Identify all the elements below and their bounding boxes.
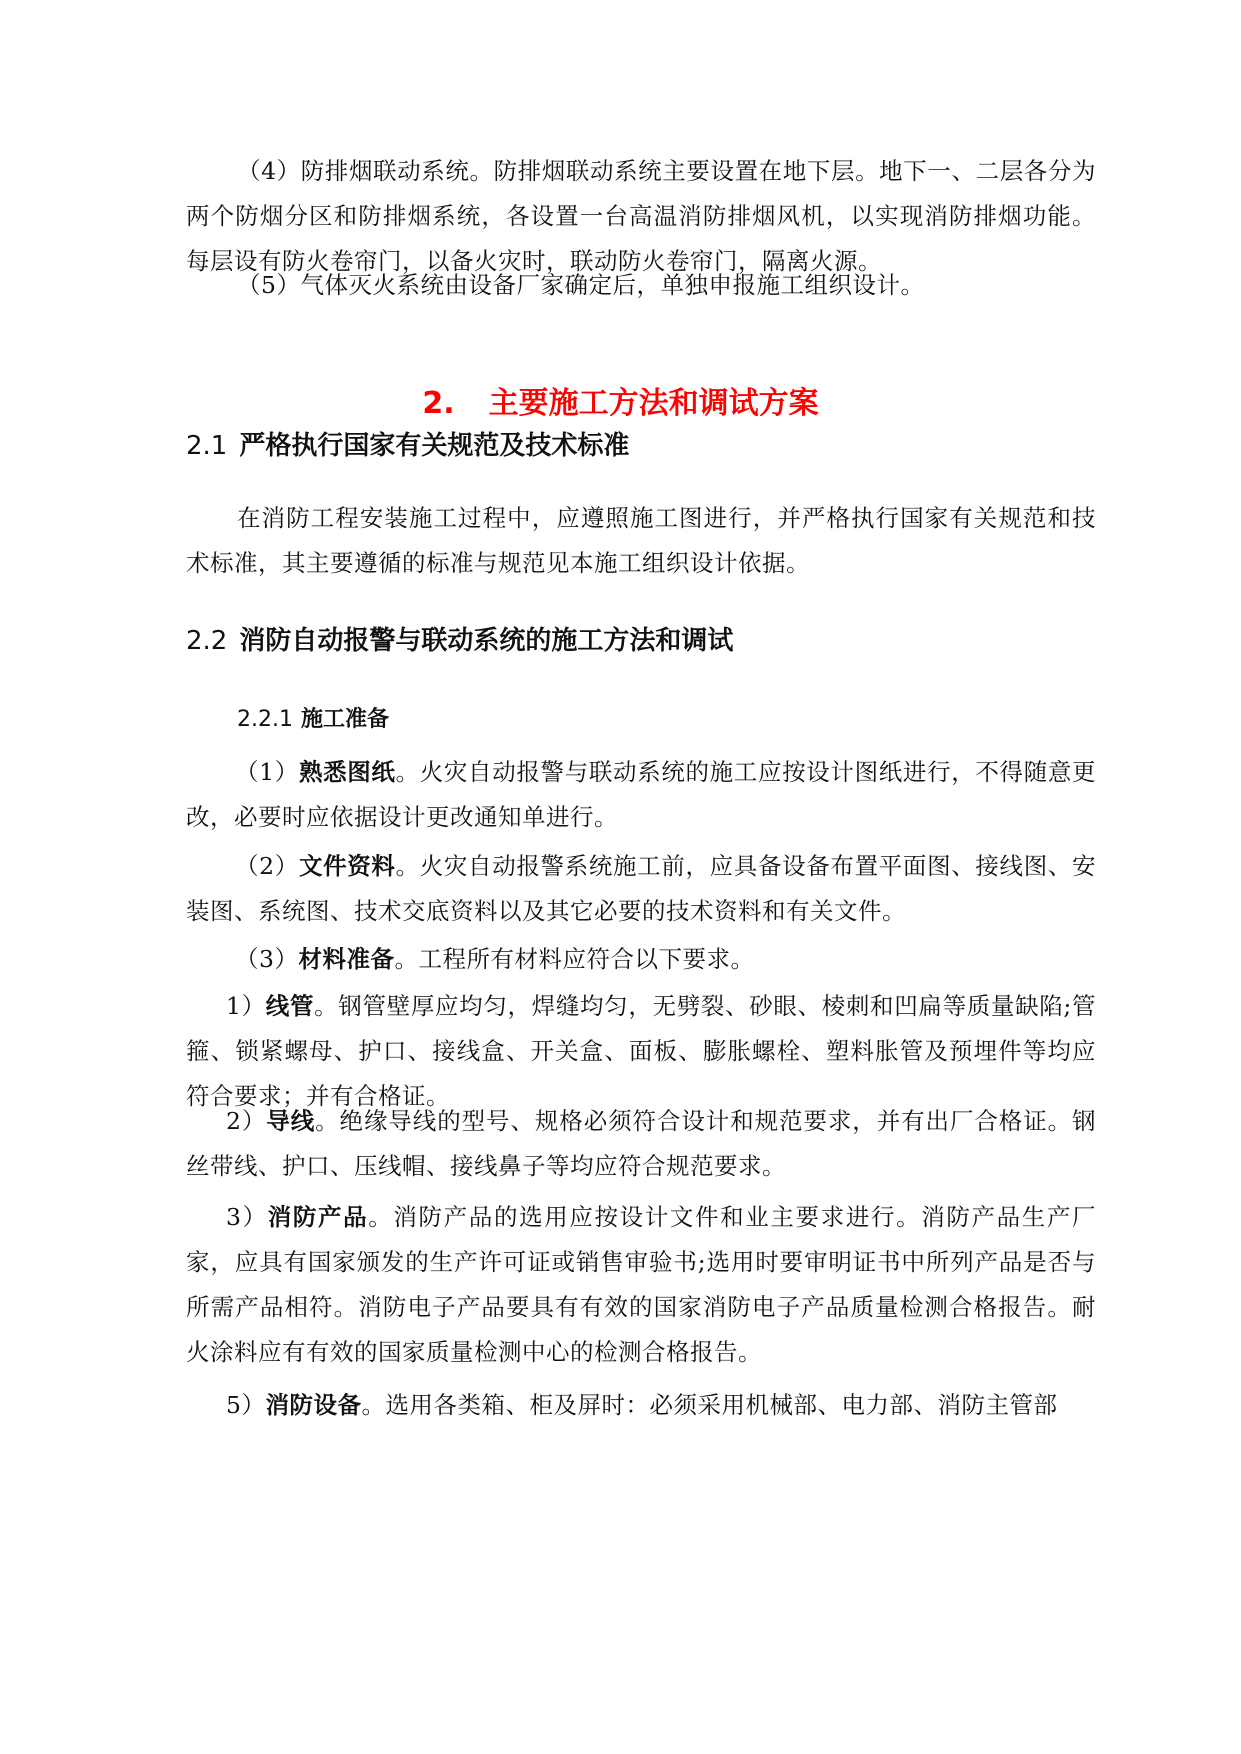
item-text: 。工程所有材料应符合以下要求。: [394, 945, 755, 973]
subsection-title: 施工准备: [300, 707, 389, 732]
item-text: 。火灾自动报警系统施工前，应具备设备布置平面图、接线图、安装图、系统图、技术交底资料以及其它必要的技术资料和有关文件。: [186, 852, 1097, 925]
section-number: 2.1: [186, 431, 228, 461]
list-item: [186, 844, 1096, 934]
section-heading-2-1: [186, 425, 629, 462]
item-label: 消防产品: [267, 1203, 369, 1231]
item-text: 。钢管壁厚应均匀，焊缝均匀，无劈裂、砂眼、棱刺和凹扁等质量缺陷;管箍、锁紧螺母、护口、接线盒、开关盒、面板、膨胀螺栓、塑料胀管及预埋件等均应符合要求；并有合格证。: [186, 992, 1097, 1110]
list-item: [186, 1099, 1096, 1189]
item-label: 文件资料: [298, 852, 396, 880]
section-number: 2.2: [186, 626, 228, 656]
item-label: 材料准备: [298, 945, 395, 973]
item-text: 。绝缘导线的型号、规格必须符合设计和规范要求，并有出厂合格证。钢丝带线、护口、压线帽、接线鼻子等均应符合规范要求。: [186, 1107, 1097, 1180]
item-text: 。消防产品的选用应按设计文件和业主要求进行。消防产品生产厂家，应具有国家颁发的生产许可证或销售审验书;选用时要审明证书中所列产品是否与所需产品相符。消防电子产品要具有有效的国家消防电子产品质量检测合格报告。耐火涂料应有有效的国家质量检测中心的检测合格报告。: [186, 1203, 1097, 1366]
item-text: 。火灾自动报警与联动系统的施工应按设计图纸进行，不得随意更改，必要时应依据设计更改通知单进行。: [186, 758, 1097, 831]
section-heading-2-2: [186, 620, 733, 657]
subsection-heading-2-2-1: [237, 702, 389, 733]
chapter-title: [0, 378, 1241, 422]
item-prefix: 1）: [226, 992, 266, 1020]
list-item: [186, 1195, 1096, 1375]
item-prefix: （3）: [235, 945, 299, 973]
item-text: 。选用各类箱、柜及屏时：必须采用机械部、电力部、消防主管部: [361, 1391, 1058, 1419]
item-prefix: （2）: [235, 852, 299, 880]
section-title: 严格执行国家有关规范及技术标准: [239, 431, 630, 461]
item-prefix: 3）: [226, 1203, 268, 1231]
paragraph-fire-smoke-control: （4）防排烟联动系统。防排烟联动系统主要设置在地下层。地下一、二层各分为两个防烟分区和防排烟系统，各设置一台高温消防排烟风机，以实现消防排烟功能。每层设有防火卷帘门，以备火灾时，联动防火卷帘门，隔离火源。: [186, 157, 1096, 275]
paragraph-gas-extinguishing: （5）气体灭火系统由设备厂家确定后，单独申报施工组织设计。: [237, 271, 925, 299]
item-label: 导线: [266, 1107, 316, 1135]
paragraph-standards: 在消防工程安装施工过程中，应遵照施工图进行，并严格执行国家有关规范和技术标准，其主要遵循的标准与规范见本施工组织设计依据。: [186, 504, 1096, 577]
chapter-title-text: 主要施工方法和调试方案: [488, 386, 819, 421]
subsection-number: 2.2.1: [237, 707, 293, 732]
item-prefix: 2）: [226, 1107, 267, 1135]
list-item: [186, 1383, 1096, 1428]
chapter-number: 2.: [422, 386, 455, 421]
section-title: 消防自动报警与联动系统的施工方法和调试: [239, 626, 734, 656]
list-item: [186, 750, 1096, 840]
item-label: 消防设备: [265, 1391, 362, 1419]
item-label: 熟悉图纸: [298, 758, 396, 786]
item-prefix: 5）: [226, 1391, 266, 1419]
item-label: 线管: [265, 992, 315, 1020]
item-prefix: （1）: [235, 758, 299, 786]
list-item: [186, 937, 1096, 982]
